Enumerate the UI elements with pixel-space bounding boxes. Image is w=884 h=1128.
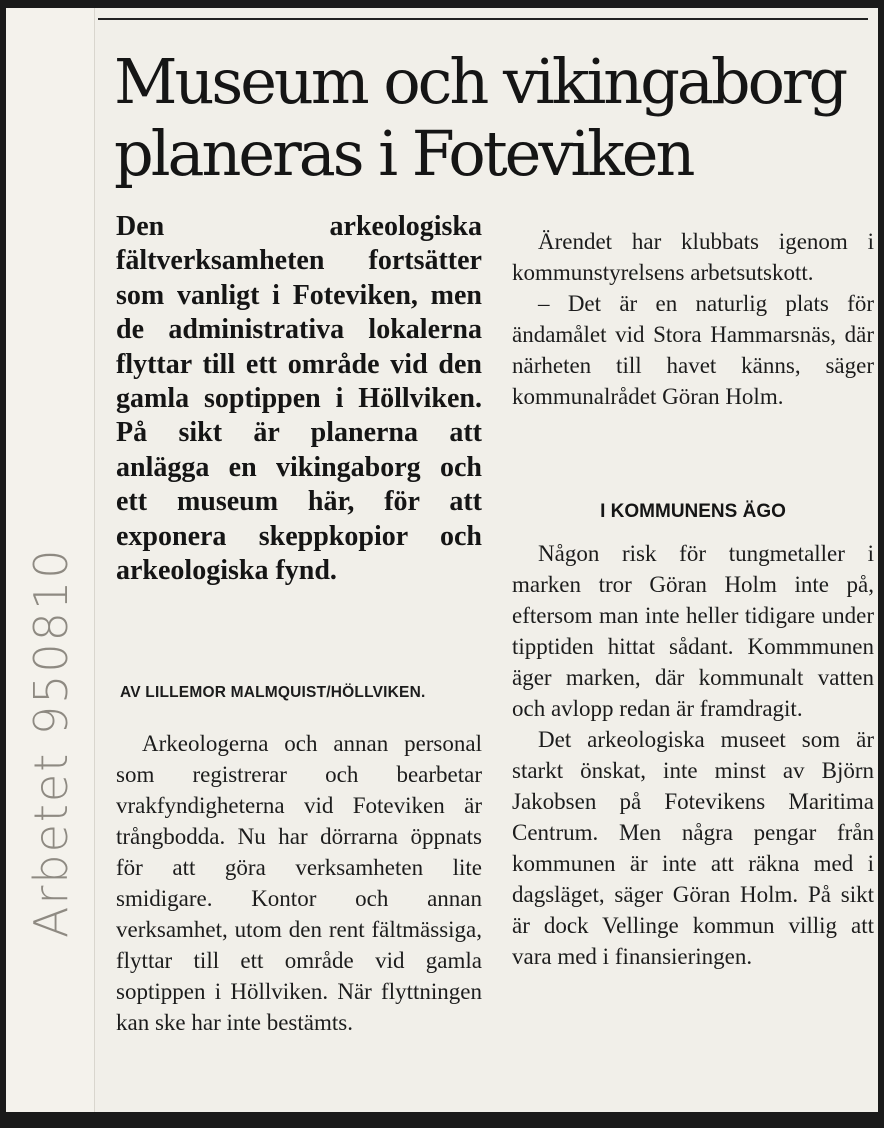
quote-paragraph: – Det är en naturlig plats för ändamålet vid Stora Hammarsnäs, där närheten till havet känns, säger kommunalrådet Göran Holm. — [512, 291, 874, 409]
right-column-body-top — [512, 226, 874, 412]
top-rule — [98, 18, 868, 20]
body-paragraph: Någon risk för tungmetaller i marken tror Göran Holm inte på, eftersom man inte heller tidigare under tipptiden hittat sådant. Kommmunen äger marken, där kommunalt vatten och avlopp redan är framdragit. — [512, 541, 874, 721]
byline: AV LILLEMOR MALMQUIST/HÖLLVIKEN. — [120, 684, 426, 701]
left-column-body — [116, 728, 482, 1038]
clipping-margin — [6, 8, 95, 1112]
right-column-body-bottom — [512, 538, 874, 972]
body-paragraph: Arkeologerna och annan personal som registrerar och bearbetar vrakfyndigheterna vid Foteviken är trångbodda. Nu har dörrarna öppnats för att göra verksamheten lite smidigare. Kontor och annan verksamhet, utom den rent fältmässiga, flyttar till ett område vid gamla soptippen i Höllviken. När flyttningen kan ske har inte bestämts. — [116, 731, 482, 1035]
subheading: I KOMMUNENS ÄGO — [600, 501, 786, 522]
lead-paragraph: Den arkeologiska fältverksamheten fortsätter som vanligt i Foteviken, men de administrativa lokalerna flyttar till ett område vid den gamla soptippen i Höllviken. På sikt är planerna att anlägga en vikingaborg och ett museum här, för att exponera skeppkopior och arkeologiska fynd. — [116, 211, 482, 587]
body-paragraph: Ärendet har klubbats igenom i kommunstyrelsens arbetsutskott. — [512, 229, 874, 285]
handwritten-note: Arbetet 950810 — [24, 547, 78, 938]
headline: Museum och vikingaborg planeras i Foteviken — [114, 45, 846, 190]
newspaper-clipping — [6, 8, 878, 1112]
body-paragraph: Det arkeologiska museet som är starkt önskat, inte minst av Björn Jakobsen på Fotevikens Maritima Centrum. Men några pengar från kommunen är inte att räkna med i dagsläget, säger Göran Holm. På sikt är dock Vellinge kommun villig att vara med i finansieringen. — [512, 727, 874, 969]
